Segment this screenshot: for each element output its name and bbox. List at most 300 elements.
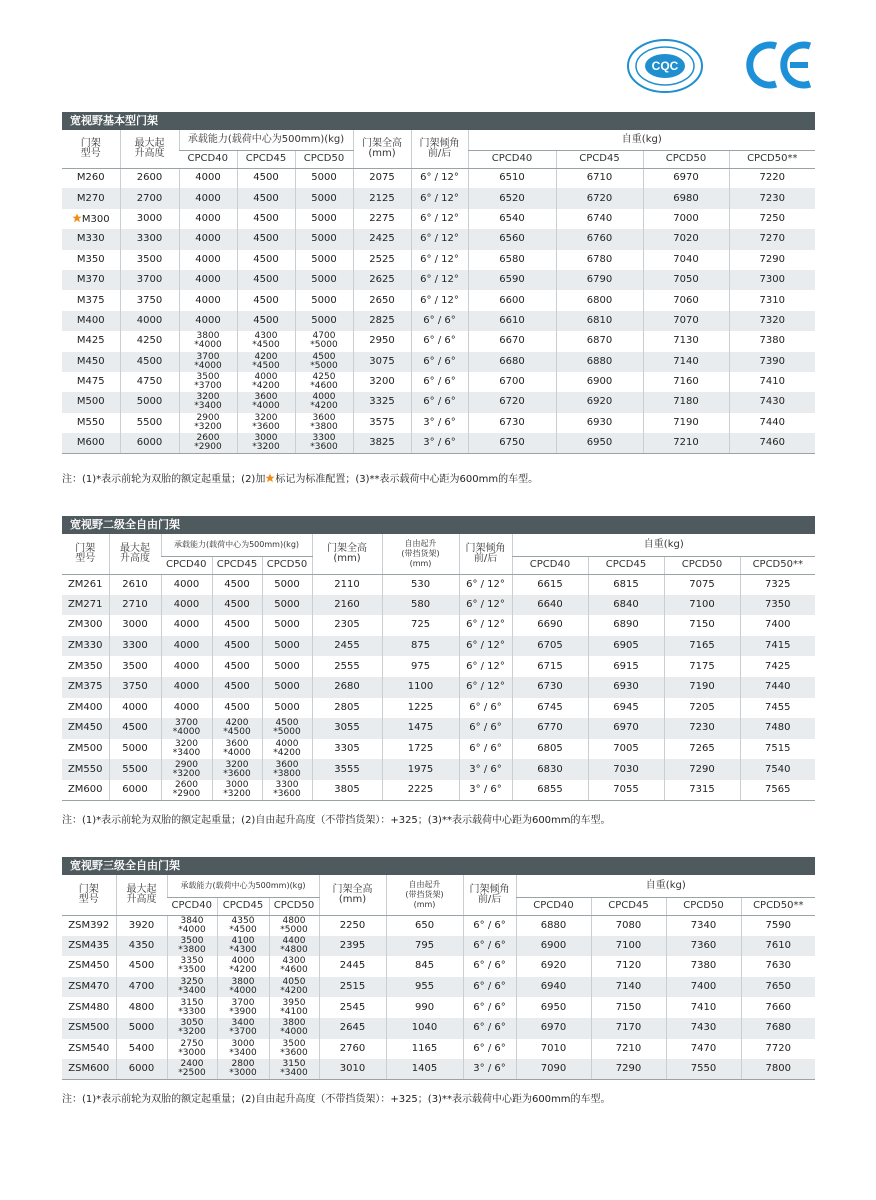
cell-w45: 7080 — [591, 915, 666, 936]
cell-tilt: 6° / 12° — [411, 229, 468, 249]
cell-model: ZM271 — [62, 595, 109, 616]
triplex-mast-rows — [62, 915, 815, 1080]
cell-w50: 7205 — [664, 698, 740, 719]
cell-c45: 4500 — [237, 168, 295, 188]
cell-w45: 6810 — [556, 311, 643, 331]
cell-w50: 7040 — [643, 250, 729, 270]
cell-fl: 530 — [382, 574, 459, 595]
cell-w50s: 7480 — [740, 718, 815, 739]
cell-c45: 4500 — [212, 636, 262, 657]
cell-w50: 7060 — [643, 290, 729, 310]
cell-h: 3575 — [353, 413, 411, 433]
cell-h: 2425 — [353, 229, 411, 249]
cell-c50: 5000 — [295, 229, 353, 249]
cell-c45: 3200 *3600 — [212, 759, 262, 780]
cell-w50: 7100 — [664, 595, 740, 616]
cell-w40: 6690 — [512, 615, 588, 636]
cell-model: M550 — [62, 413, 120, 433]
cell-w45: 6945 — [588, 698, 664, 719]
table-row — [62, 270, 815, 290]
cell-w40: 6880 — [516, 915, 591, 936]
cell-lift: 2610 — [109, 574, 161, 595]
cell-h: 3325 — [353, 392, 411, 412]
cell-c40: 3250 *3400 — [167, 977, 217, 998]
cell-model: ZM330 — [62, 636, 109, 657]
cell-c45: 3000 *3200 — [237, 433, 295, 453]
cell-c45: 4500 — [212, 615, 262, 636]
standard-star-icon — [265, 473, 275, 483]
cell-lift: 2710 — [109, 595, 161, 616]
cell-w50s: 7310 — [729, 290, 815, 310]
header-capacity: 承载能力(载荷中心为500mm)(kg) — [161, 534, 312, 556]
cell-h: 2275 — [353, 209, 411, 229]
cell-w50: 7130 — [643, 331, 729, 351]
cell-w45: 6915 — [588, 656, 664, 677]
table-row — [62, 250, 815, 270]
cell-w50s: 7250 — [729, 209, 815, 229]
cell-tilt: 6° / 12° — [459, 615, 512, 636]
cell-model: M370 — [62, 270, 120, 290]
ccc-certification-logo — [626, 38, 704, 94]
table-triplex-mast-section — [62, 857, 815, 1080]
cell-h: 2760 — [319, 1039, 386, 1060]
header-capacity: 承载能力(载荷中心为500mm)(kg) — [167, 875, 319, 897]
table2-note: 注：(1)*表示前轮为双胎的额定起重量；(2)自由起升高度（不带挡货架）：+325；(3)**表示载荷中心距为600mm的车型。 — [62, 815, 611, 826]
cell-w45: 6760 — [556, 229, 643, 249]
cell-c45: 4200 *4500 — [212, 718, 262, 739]
cell-fl: 1975 — [382, 759, 459, 780]
cell-w50s: 7650 — [741, 977, 815, 998]
cell-c40: 4000 — [179, 168, 237, 188]
table-row — [62, 331, 815, 351]
header-model: 门架 型号 — [62, 875, 116, 915]
cell-tilt: 6° / 6° — [463, 915, 516, 936]
cell-lift: 3500 — [109, 656, 161, 677]
cell-c40: 4000 — [161, 656, 212, 677]
cell-c45: 3400 *3700 — [217, 1018, 269, 1039]
header-weight: 自重(kg) — [516, 875, 815, 897]
cell-w50: 7230 — [664, 718, 740, 739]
table-row — [62, 636, 815, 657]
cell-fl: 1725 — [382, 739, 459, 760]
cell-tilt: 6° / 12° — [459, 574, 512, 595]
header-cap-cpcd50: CPCD50 — [295, 150, 353, 168]
header-overall-height: 门架全高 (mm) — [312, 534, 382, 574]
cell-h: 3805 — [312, 780, 382, 801]
cell-c50: 3300 *3600 — [295, 433, 353, 453]
header-weight: 自重(kg) — [468, 130, 815, 150]
cell-h: 2110 — [312, 574, 382, 595]
table-row — [62, 936, 815, 957]
cell-c40: 3500 *3700 — [179, 372, 237, 392]
ce-mark-logo — [746, 40, 814, 90]
cell-w50s: 7540 — [740, 759, 815, 780]
cell-w50s: 7440 — [740, 677, 815, 698]
cell-tilt: 6° / 12° — [411, 188, 468, 208]
cell-c40: 3800 *4000 — [179, 331, 237, 351]
cell-w50s: 7270 — [729, 229, 815, 249]
cell-tilt: 6° / 12° — [411, 250, 468, 270]
cell-c40: 4000 — [161, 698, 212, 719]
header-weight: 自重(kg) — [512, 534, 815, 556]
cell-w40: 6600 — [468, 290, 556, 310]
table-row — [62, 739, 815, 760]
cell-lift: 6000 — [116, 1059, 167, 1080]
header-capacity: 承载能力(载荷中心为500mm)(kg) — [179, 130, 353, 150]
cell-w45: 6950 — [556, 433, 643, 453]
cell-model: M400 — [62, 311, 120, 331]
cell-c50: 5000 — [295, 188, 353, 208]
header-max-lift: 最大起 升高度 — [116, 875, 167, 915]
cell-fl: 955 — [386, 977, 463, 998]
header-cap-cpcd50: CPCD50 — [269, 897, 319, 915]
cell-w50s: 7455 — [740, 698, 815, 719]
cell-c40: 3840 *4000 — [167, 915, 217, 936]
cell-tilt: 6° / 6° — [459, 718, 512, 739]
cell-w45: 6720 — [556, 188, 643, 208]
cell-lift: 3300 — [120, 229, 179, 249]
header-wt-cpcd40: CPCD40 — [468, 150, 556, 168]
cell-c40: 4000 — [161, 615, 212, 636]
table-row — [62, 1039, 815, 1060]
cell-c45: 3000 *3400 — [217, 1039, 269, 1060]
table-row — [62, 290, 815, 310]
cell-h: 2545 — [319, 997, 386, 1018]
table-row — [62, 915, 815, 936]
cell-tilt: 6° / 6° — [411, 331, 468, 351]
cell-lift: 4500 — [109, 718, 161, 739]
cell-model: ZM550 — [62, 759, 109, 780]
cell-c40: 2600 *2900 — [179, 433, 237, 453]
cell-tilt: 6° / 12° — [411, 168, 468, 188]
cell-c45: 3000 *3200 — [212, 780, 262, 801]
cell-tilt: 6° / 6° — [411, 372, 468, 392]
cell-w50s: 7325 — [740, 574, 815, 595]
cell-w45: 7170 — [591, 1018, 666, 1039]
cell-w40: 6900 — [516, 936, 591, 957]
certification-logos — [0, 38, 876, 98]
cell-model: M375 — [62, 290, 120, 310]
cell-model: M270 — [62, 188, 120, 208]
cell-lift: 4700 — [116, 977, 167, 998]
header-overall-height: 门架全高 (mm) — [319, 875, 386, 915]
table-row — [62, 372, 815, 392]
table-row — [62, 780, 815, 801]
cell-w50: 7050 — [643, 270, 729, 290]
cell-tilt: 6° / 6° — [463, 936, 516, 957]
header-wt-cpcd45: CPCD45 — [556, 150, 643, 168]
cell-w50s: 7610 — [741, 936, 815, 957]
cell-fl: 2225 — [382, 780, 459, 801]
cell-fl: 580 — [382, 595, 459, 616]
cell-w40: 6560 — [468, 229, 556, 249]
cell-w45: 7290 — [591, 1059, 666, 1080]
cell-tilt: 6° / 6° — [463, 977, 516, 998]
header-max-lift: 最大起 升高度 — [120, 130, 179, 168]
cell-w50s: 7430 — [729, 392, 815, 412]
cell-tilt: 3° / 6° — [463, 1059, 516, 1080]
header-free-lift: 自由起升 (带挡货架) (mm) — [386, 875, 463, 915]
cell-lift: 3300 — [109, 636, 161, 657]
cell-c50: 5000 — [262, 677, 312, 698]
cell-c45: 4200 *4500 — [237, 352, 295, 372]
cell-c40: 4000 — [161, 636, 212, 657]
section-title: 宽视野三级全自由门架 — [62, 857, 815, 875]
cell-c50: 3150 *3400 — [269, 1059, 319, 1080]
cell-tilt: 6° / 12° — [459, 636, 512, 657]
cell-w50: 7410 — [666, 997, 741, 1018]
cell-tilt: 6° / 6° — [411, 311, 468, 331]
cell-h: 3055 — [312, 718, 382, 739]
cell-h: 2125 — [353, 188, 411, 208]
cell-model: ZM500 — [62, 739, 109, 760]
cell-h: 2950 — [353, 331, 411, 351]
cell-c50: 3600 *3800 — [295, 413, 353, 433]
cell-c45: 4500 — [237, 270, 295, 290]
cell-c50: 5000 — [295, 250, 353, 270]
cell-w50s: 7290 — [729, 250, 815, 270]
table-row — [62, 977, 815, 998]
cell-w50s: 7415 — [740, 636, 815, 657]
cell-c45: 4500 — [212, 656, 262, 677]
cell-w45: 6800 — [556, 290, 643, 310]
header-free-lift: 自由起升 (带挡货架) (mm) — [382, 534, 459, 574]
cell-lift: 5400 — [116, 1039, 167, 1060]
cell-fl: 650 — [386, 915, 463, 936]
table-row — [62, 352, 815, 372]
cell-w50: 7070 — [643, 311, 729, 331]
cell-h: 2160 — [312, 595, 382, 616]
cell-c50: 3950 *4100 — [269, 997, 319, 1018]
cell-h: 2525 — [353, 250, 411, 270]
table-row — [62, 1059, 815, 1080]
cell-w40: 6830 — [512, 759, 588, 780]
header-wt-cpcd45: CPCD45 — [588, 556, 664, 574]
cell-lift: 4350 — [116, 936, 167, 957]
cell-c40: 2400 *2500 — [167, 1059, 217, 1080]
cell-w50: 7360 — [666, 936, 741, 957]
cell-w50: 6980 — [643, 188, 729, 208]
cell-w50: 7020 — [643, 229, 729, 249]
cell-lift: 5500 — [120, 413, 179, 433]
cell-c50: 4800 *5000 — [269, 915, 319, 936]
cell-tilt: 6° / 6° — [411, 352, 468, 372]
cell-w50s: 7440 — [729, 413, 815, 433]
cell-w40: 6920 — [516, 956, 591, 977]
cell-fl: 845 — [386, 956, 463, 977]
cell-model — [62, 209, 120, 229]
cell-w50s: 7410 — [729, 372, 815, 392]
cell-model: ZSM470 — [62, 977, 116, 998]
cell-c40: 4000 — [179, 290, 237, 310]
cell-h: 2075 — [353, 168, 411, 188]
cell-c50: 4050 *4200 — [269, 977, 319, 998]
header-wt-cpcd40: CPCD40 — [516, 897, 591, 915]
cell-tilt: 6° / 12° — [459, 656, 512, 677]
cell-w45: 6900 — [556, 372, 643, 392]
cell-h: 2625 — [353, 270, 411, 290]
cell-w40: 6805 — [512, 739, 588, 760]
cell-w50s: 7425 — [740, 656, 815, 677]
cell-c45: 4500 — [237, 250, 295, 270]
cell-w50s: 7630 — [741, 956, 815, 977]
cell-c45: 4500 — [212, 698, 262, 719]
ccc-logo-text: CQC — [651, 59, 679, 73]
cell-w40: 6520 — [468, 188, 556, 208]
cell-c50: 5000 — [295, 290, 353, 310]
cell-w40: 6770 — [512, 718, 588, 739]
cell-w50s: 7590 — [741, 915, 815, 936]
cell-model: ZSM450 — [62, 956, 116, 977]
cell-lift: 5500 — [109, 759, 161, 780]
header-cap-cpcd45: CPCD45 — [217, 897, 269, 915]
cell-c40: 4000 — [161, 677, 212, 698]
cell-h: 2805 — [312, 698, 382, 719]
cell-c45: 3200 *3600 — [237, 413, 295, 433]
cell-fl: 1040 — [386, 1018, 463, 1039]
table3-note: 注：(1)*表示前轮为双胎的额定起重量；(2)自由起升高度（不带挡货架）：+325；(3)**表示载荷中心距为600mm的车型。 — [62, 1094, 611, 1105]
cell-lift: 4750 — [120, 372, 179, 392]
cell-fl: 975 — [382, 656, 459, 677]
cell-lift: 5000 — [109, 739, 161, 760]
cell-c40: 4000 — [179, 229, 237, 249]
cell-c45: 4100 *4300 — [217, 936, 269, 957]
cell-c50: 5000 — [262, 574, 312, 595]
cell-h: 2555 — [312, 656, 382, 677]
cell-c45: 3700 *3900 — [217, 997, 269, 1018]
cell-w50s: 7220 — [729, 168, 815, 188]
header-tilt: 门架倾角 前/后 — [459, 534, 512, 574]
cell-model: M425 — [62, 331, 120, 351]
cell-model: ZSM600 — [62, 1059, 116, 1080]
cell-w40: 6640 — [512, 595, 588, 616]
cell-model: ZM300 — [62, 615, 109, 636]
cell-h: 3200 — [353, 372, 411, 392]
cell-c50: 3600 *3800 — [262, 759, 312, 780]
cell-lift: 2600 — [120, 168, 179, 188]
table-row — [62, 656, 815, 677]
cell-w40: 6590 — [468, 270, 556, 290]
cell-tilt: 6° / 6° — [463, 956, 516, 977]
table-row — [62, 209, 815, 229]
cell-w50: 7550 — [666, 1059, 741, 1080]
cell-h: 3825 — [353, 433, 411, 453]
table-row — [62, 595, 815, 616]
basic-mast-table — [62, 130, 815, 454]
cell-c45: 3800 *4000 — [217, 977, 269, 998]
cell-w50s: 7230 — [729, 188, 815, 208]
cell-w40: 6610 — [468, 311, 556, 331]
cell-w40: 6720 — [468, 392, 556, 412]
cell-h: 2250 — [319, 915, 386, 936]
cell-w40: 6715 — [512, 656, 588, 677]
cell-w50s: 7720 — [741, 1039, 815, 1060]
cell-w40: 6970 — [516, 1018, 591, 1039]
cell-c50: 5000 — [295, 311, 353, 331]
cell-lift: 4500 — [116, 956, 167, 977]
cell-model: ZSM392 — [62, 915, 116, 936]
cell-model: ZM400 — [62, 698, 109, 719]
cell-w45: 6905 — [588, 636, 664, 657]
cell-w45: 7120 — [591, 956, 666, 977]
cell-c50: 3500 *3600 — [269, 1039, 319, 1060]
cell-w50s: 7300 — [729, 270, 815, 290]
cell-c40: 3350 *3500 — [167, 956, 217, 977]
cell-h: 2305 — [312, 615, 382, 636]
table-row — [62, 433, 815, 453]
table-row — [62, 188, 815, 208]
header-wt-cpcd45: CPCD45 — [591, 897, 666, 915]
table-row — [62, 759, 815, 780]
standard-star-icon — [72, 213, 82, 223]
cell-c45: 4000 *4200 — [217, 956, 269, 977]
cell-fl: 725 — [382, 615, 459, 636]
cell-w40: 6940 — [516, 977, 591, 998]
cell-lift: 4250 — [120, 331, 179, 351]
cell-w40: 6670 — [468, 331, 556, 351]
cell-lift: 3750 — [120, 290, 179, 310]
cell-fl: 795 — [386, 936, 463, 957]
cell-h: 2825 — [353, 311, 411, 331]
cell-model: ZSM500 — [62, 1018, 116, 1039]
table-row — [62, 413, 815, 433]
cell-model: M260 — [62, 168, 120, 188]
cell-w50s: 7460 — [729, 433, 815, 453]
header-tilt: 门架倾角 前/后 — [411, 130, 468, 168]
cell-fl: 1100 — [382, 677, 459, 698]
cell-c40: 2900 *3200 — [161, 759, 212, 780]
cell-h: 2395 — [319, 936, 386, 957]
cell-c45: 4350 *4500 — [217, 915, 269, 936]
cell-c40: 2900 *3200 — [179, 413, 237, 433]
cell-w50s: 7660 — [741, 997, 815, 1018]
cell-w50: 7400 — [666, 977, 741, 998]
cell-w45: 7100 — [591, 936, 666, 957]
cell-w50: 7430 — [666, 1018, 741, 1039]
cell-lift: 6000 — [120, 433, 179, 453]
cell-c50: 4000 *4200 — [295, 392, 353, 412]
header-wt-cpcd50s: CPCD50** — [740, 556, 815, 574]
section-title: 宽视野基本型门架 — [62, 112, 815, 130]
table-row — [62, 718, 815, 739]
cell-model: ZM375 — [62, 677, 109, 698]
cell-c45: 4000 *4200 — [237, 372, 295, 392]
cell-c50: 5000 — [295, 209, 353, 229]
cell-model: M600 — [62, 433, 120, 453]
cell-c50: 4500 *5000 — [262, 718, 312, 739]
cell-c50: 4000 *4200 — [262, 739, 312, 760]
table-row — [62, 311, 815, 331]
cell-w50s: 7390 — [729, 352, 815, 372]
table-row — [62, 615, 815, 636]
cell-w45: 6740 — [556, 209, 643, 229]
table-row — [62, 574, 815, 595]
cell-lift: 4500 — [120, 352, 179, 372]
cell-h: 3010 — [319, 1059, 386, 1080]
cell-w45: 6930 — [556, 413, 643, 433]
cell-w50: 6970 — [643, 168, 729, 188]
cell-c45: 4500 — [237, 311, 295, 331]
header-wt-cpcd50s: CPCD50** — [741, 897, 815, 915]
cell-w50s: 7515 — [740, 739, 815, 760]
cell-w40: 6855 — [512, 780, 588, 801]
cell-fl: 1405 — [386, 1059, 463, 1080]
cell-w40: 6745 — [512, 698, 588, 719]
cell-h: 3075 — [353, 352, 411, 372]
cell-w45: 7150 — [591, 997, 666, 1018]
cell-c40: 3200 *3400 — [179, 392, 237, 412]
cell-c45: 4300 *4500 — [237, 331, 295, 351]
